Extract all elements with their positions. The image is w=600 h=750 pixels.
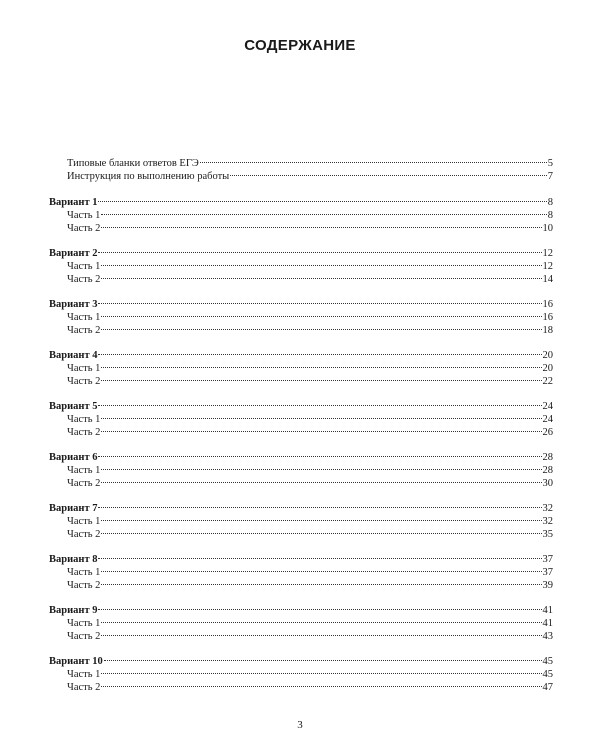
leader-dots — [101, 265, 541, 266]
variant-group — [49, 400, 553, 439]
part-entry[interactable] — [49, 630, 553, 643]
variant-group — [49, 451, 553, 490]
toc-entry-page: 7 — [547, 171, 553, 182]
toc-entry-label: Часть 1 — [67, 465, 101, 476]
table-of-contents — [49, 157, 553, 694]
part-entry[interactable] — [49, 426, 553, 439]
toc-entry-page: 24 — [542, 414, 553, 425]
leader-dots — [101, 584, 541, 585]
part-entry[interactable] — [49, 617, 553, 630]
toc-entry-page: 32 — [542, 516, 553, 527]
leader-dots — [98, 507, 541, 508]
toc-entry-page: 18 — [542, 325, 553, 336]
toc-entry-page: 47 — [542, 682, 553, 693]
toc-entry-label: Часть 1 — [67, 261, 101, 272]
part-entry[interactable] — [49, 222, 553, 235]
variant-group — [49, 196, 553, 235]
toc-entry-label: Часть 2 — [67, 478, 101, 489]
toc-entry-label: Часть 2 — [67, 427, 101, 438]
leader-dots — [101, 431, 541, 432]
variant-group — [49, 553, 553, 592]
leader-dots — [101, 380, 541, 381]
leader-dots — [101, 367, 541, 368]
part-entry[interactable] — [49, 375, 553, 388]
toc-entry-label: Часть 2 — [67, 274, 101, 285]
leader-dots — [101, 227, 541, 228]
toc-intro-section — [49, 157, 553, 183]
toc-entry-page: 30 — [542, 478, 553, 489]
toc-entry-label: Часть 2 — [67, 631, 101, 642]
leader-dots — [98, 201, 546, 202]
part-entry[interactable] — [49, 668, 553, 681]
toc-entry-page: 41 — [542, 618, 553, 629]
toc-entry-page: 8 — [547, 197, 553, 208]
leader-dots — [101, 686, 541, 687]
toc-entry-page: 28 — [542, 465, 553, 476]
variant-heading[interactable] — [49, 247, 553, 260]
part-entry[interactable] — [49, 273, 553, 286]
toc-entry-page: 5 — [547, 158, 553, 169]
page-number: 3 — [297, 719, 303, 731]
variant-group — [49, 247, 553, 286]
toc-entry-page: 14 — [542, 274, 553, 285]
toc-entry-page: 20 — [542, 350, 553, 361]
part-entry[interactable] — [49, 362, 553, 375]
toc-entry-label: Часть 1 — [67, 567, 101, 578]
toc-entry-label: Часть 1 — [67, 312, 101, 323]
leader-dots — [101, 673, 541, 674]
leader-dots — [101, 533, 541, 534]
toc-entry-page: 45 — [542, 669, 553, 680]
toc-entry-label: Часть 2 — [67, 376, 101, 387]
part-entry[interactable] — [49, 464, 553, 477]
variant-heading[interactable] — [49, 502, 553, 515]
toc-entry-label: Вариант 5 — [49, 401, 98, 412]
toc-entry-page: 32 — [542, 503, 553, 514]
variant-group — [49, 349, 553, 388]
toc-entry-label: Типовые бланки ответов ЕГЭ — [67, 158, 199, 169]
toc-entry-page: 43 — [542, 631, 553, 642]
variant-heading[interactable] — [49, 349, 553, 362]
leader-dots — [101, 482, 541, 483]
toc-entry-page: 22 — [542, 376, 553, 387]
toc-entry-label: Вариант 3 — [49, 299, 98, 310]
variant-heading[interactable] — [49, 196, 553, 209]
part-entry[interactable] — [49, 413, 553, 426]
leader-dots — [101, 469, 541, 470]
leader-dots — [101, 622, 541, 623]
part-entry[interactable] — [49, 681, 553, 694]
leader-dots — [101, 571, 541, 572]
variant-heading[interactable] — [49, 298, 553, 311]
leader-dots — [98, 609, 541, 610]
toc-entry-page: 45 — [542, 656, 553, 667]
variant-group — [49, 298, 553, 337]
leader-dots — [200, 162, 547, 163]
part-entry[interactable] — [49, 260, 553, 273]
toc-entry-label: Вариант 4 — [49, 350, 98, 361]
toc-entry-label: Часть 2 — [67, 529, 101, 540]
leader-dots — [101, 214, 546, 215]
leader-dots — [98, 354, 541, 355]
variant-group — [49, 502, 553, 541]
leader-dots — [101, 316, 541, 317]
part-entry[interactable] — [49, 579, 553, 592]
toc-entry-page: 12 — [542, 248, 553, 259]
toc-entry-page: 35 — [542, 529, 553, 540]
toc-entry-page: 12 — [542, 261, 553, 272]
toc-entry-page: 37 — [542, 554, 553, 565]
leader-dots — [98, 405, 541, 406]
toc-entry-label: Часть 2 — [67, 682, 101, 693]
toc-entry-page: 26 — [542, 427, 553, 438]
toc-entry-label: Вариант 2 — [49, 248, 98, 259]
variant-heading[interactable] — [49, 655, 553, 668]
toc-entry-page: 41 — [542, 605, 553, 616]
toc-entry-label: Часть 1 — [67, 210, 101, 221]
leader-dots — [98, 303, 541, 304]
toc-entry-label: Часть 1 — [67, 618, 101, 629]
variant-heading[interactable] — [49, 400, 553, 413]
toc-entry-label: Вариант 10 — [49, 656, 103, 667]
variant-group — [49, 604, 553, 643]
leader-dots — [101, 418, 541, 419]
toc-entry-label: Вариант 1 — [49, 197, 98, 208]
toc-entry-label: Часть 1 — [67, 516, 101, 527]
part-entry[interactable] — [49, 311, 553, 324]
variant-heading[interactable] — [49, 451, 553, 464]
toc-entry-label: Часть 1 — [67, 669, 101, 680]
toc-entry-page: 16 — [542, 299, 553, 310]
toc-entry-label: Часть 2 — [67, 223, 101, 234]
variant-heading[interactable] — [49, 604, 553, 617]
variant-list — [49, 196, 553, 694]
toc-entry[interactable] — [49, 170, 553, 183]
toc-entry-page: 37 — [542, 567, 553, 578]
part-entry[interactable] — [49, 515, 553, 528]
leader-dots — [98, 558, 541, 559]
toc-entry-label: Часть 2 — [67, 325, 101, 336]
leader-dots — [98, 252, 541, 253]
toc-entry-label: Вариант 8 — [49, 554, 98, 565]
leader-dots — [101, 635, 541, 636]
toc-entry-page: 28 — [542, 452, 553, 463]
page-title: СОДЕРЖАНИЕ — [244, 37, 356, 54]
toc-entry-page: 24 — [542, 401, 553, 412]
toc-entry-label: Часть 1 — [67, 363, 101, 374]
toc-entry-label: Вариант 7 — [49, 503, 98, 514]
toc-entry-page: 20 — [542, 363, 553, 374]
variant-group — [49, 655, 553, 694]
toc-entry-page: 39 — [542, 580, 553, 591]
toc-entry-label: Часть 1 — [67, 414, 101, 425]
toc-entry-label: Вариант 6 — [49, 452, 98, 463]
toc-entry-page: 10 — [542, 223, 553, 234]
leader-dots — [104, 660, 542, 661]
part-entry[interactable] — [49, 209, 553, 222]
toc-entry[interactable] — [49, 157, 553, 170]
toc-entry-label: Вариант 9 — [49, 605, 98, 616]
toc-entry-page: 16 — [542, 312, 553, 323]
leader-dots — [101, 520, 541, 521]
part-entry[interactable] — [49, 477, 553, 490]
leader-dots — [101, 278, 541, 279]
leader-dots — [98, 456, 541, 457]
toc-entry-label: Инструкция по выполнению работы — [67, 171, 230, 182]
part-entry[interactable] — [49, 528, 553, 541]
part-entry[interactable] — [49, 324, 553, 337]
variant-heading[interactable] — [49, 553, 553, 566]
part-entry[interactable] — [49, 566, 553, 579]
leader-dots — [101, 329, 541, 330]
leader-dots — [230, 175, 547, 176]
toc-entry-page: 8 — [547, 210, 553, 221]
toc-entry-label: Часть 2 — [67, 580, 101, 591]
